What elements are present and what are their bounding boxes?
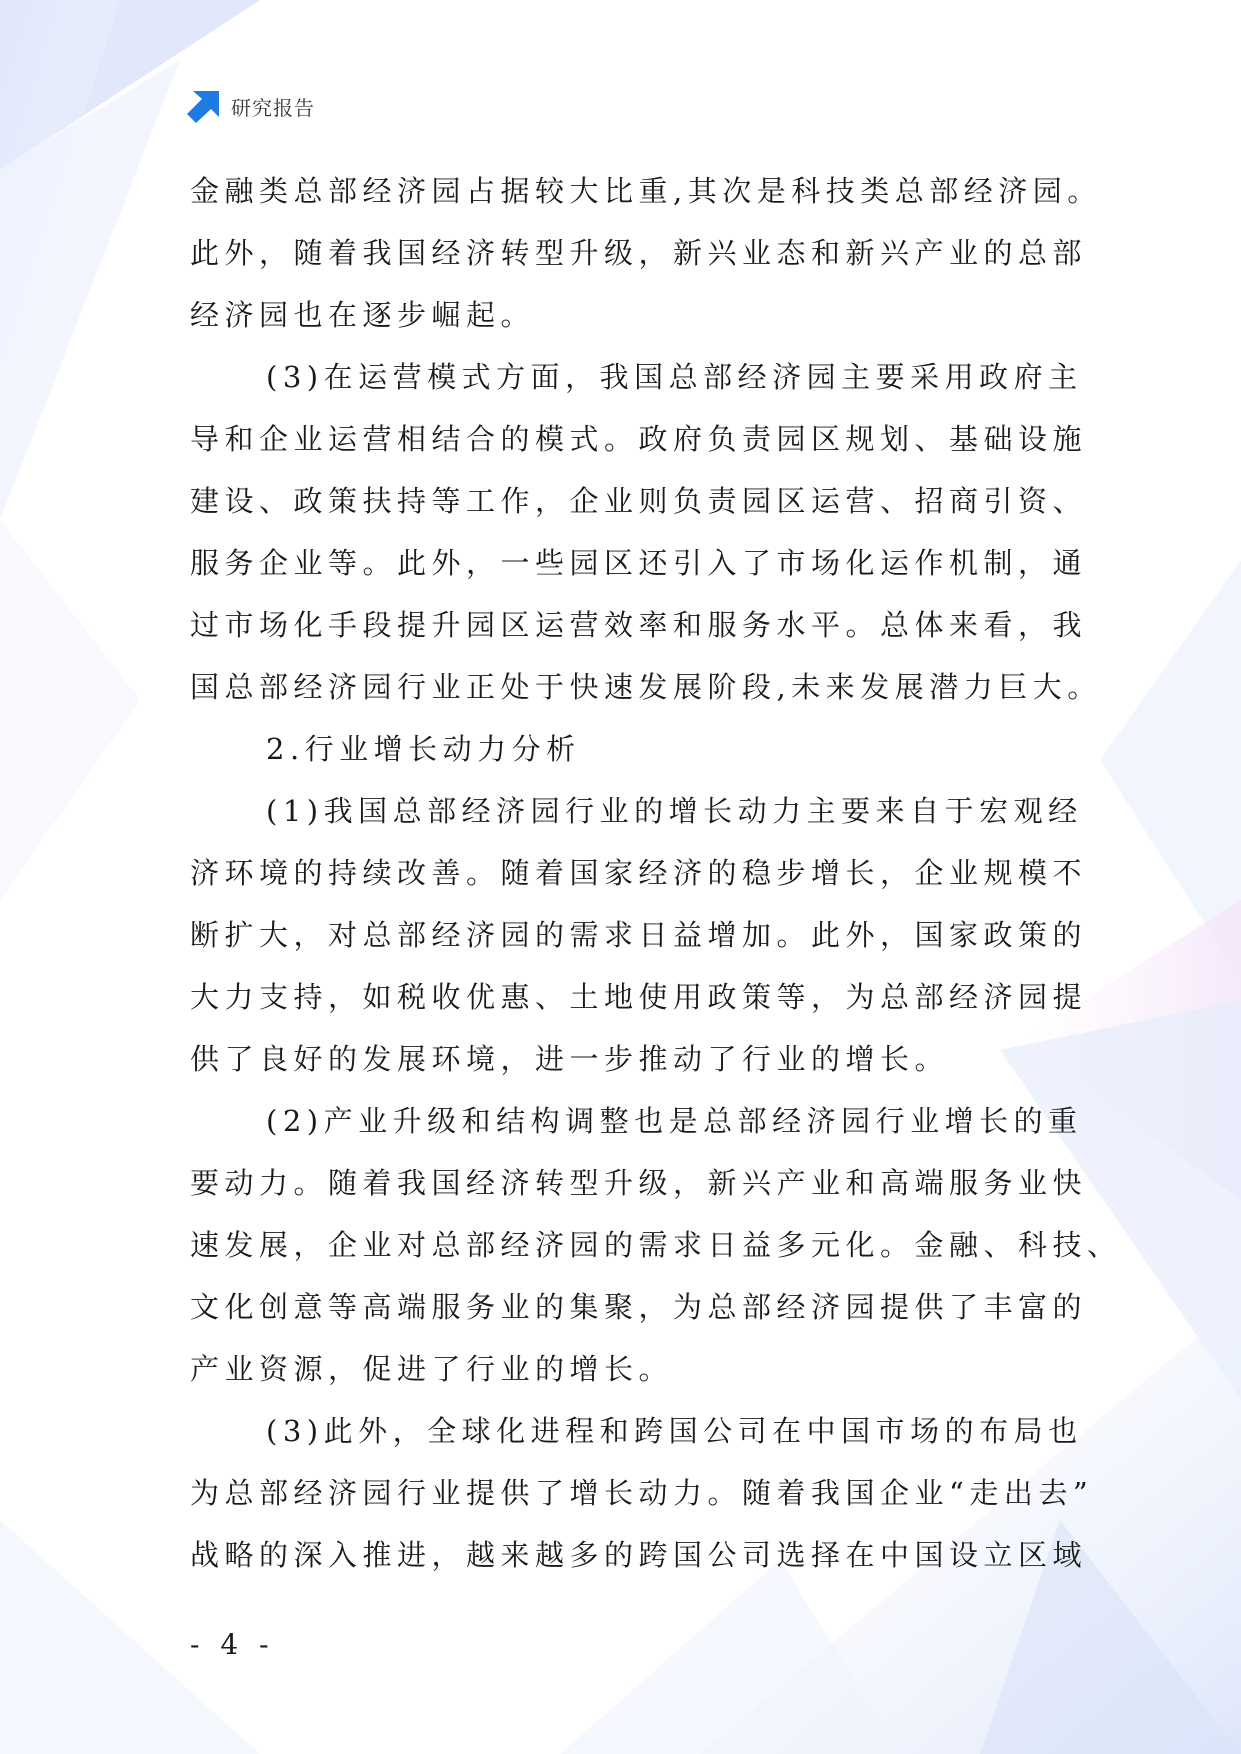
text-line: 金融类总部经济园占据较大比重,其次是科技类总部经济园。 [190,174,1102,208]
page-number: - 4 - [190,1628,275,1661]
text-line: 国总部经济园行业正处于快速发展阶段,未来发展潜力巨大。 [190,670,1102,704]
body-text [190,160,1122,1586]
text-line: 要动力。随着我国经济转型升级，新兴产业和高端服务业快 [190,1166,1088,1200]
text-line: (3)此外，全球化进程和跨国公司在中国市场的布局也 [266,1414,1083,1448]
text-line: 济环境的持续改善。随着国家经济的稳步增长，企业规模不 [190,856,1088,890]
text-line: 为总部经济园行业提供了增长动力。随着我国企业“走出去” [190,1476,1094,1510]
section-heading: 2.行业增长动力分析 [266,732,581,766]
text-line: 建设、政策扶持等工作，企业则负责园区运营、招商引资、 [190,484,1088,518]
text-line: (2)产业升级和结构调整也是总部经济园行业增长的重 [266,1104,1083,1138]
header-title: 研究报告 [231,95,315,120]
text-line: 经济园也在逐步崛起。 [190,298,536,332]
text-line: 文化创意等高端服务业的集聚，为总部经济园提供了丰富的 [190,1290,1088,1324]
text-line: 战略的深入推进，越来越多的跨国公司选择在中国设立区域 [190,1538,1088,1572]
text-line: 过市场化手段提升园区运营效率和服务水平。总体来看，我 [190,608,1088,642]
arrow-up-right-icon [187,89,221,123]
text-line: 断扩大，对总部经济园的需求日益增加。此外，国家政策的 [190,918,1088,952]
text-line: (1)我国总部经济园行业的增长动力主要来自于宏观经 [266,794,1083,828]
text-line: 导和企业运营相结合的模式。政府负责园区规划、基础设施 [190,422,1088,456]
text-line: (3)在运营模式方面，我国总部经济园主要采用政府主 [266,360,1083,394]
text-line: 服务企业等。此外，一些园区还引入了市场化运作机制，通 [190,546,1088,580]
text-line: 供了良好的发展环境，进一步推动了行业的增长。 [190,1042,950,1076]
text-line: 速发展，企业对总部经济园的需求日益多元化。金融、科技、 [190,1228,1122,1262]
page-header [187,88,315,124]
text-line: 产业资源，促进了行业的增长。 [190,1352,674,1386]
text-line: 大力支持，如税收优惠、土地使用政策等，为总部经济园提 [190,980,1088,1014]
text-line: 此外，随着我国经济转型升级，新兴业态和新兴产业的总部 [190,236,1088,270]
